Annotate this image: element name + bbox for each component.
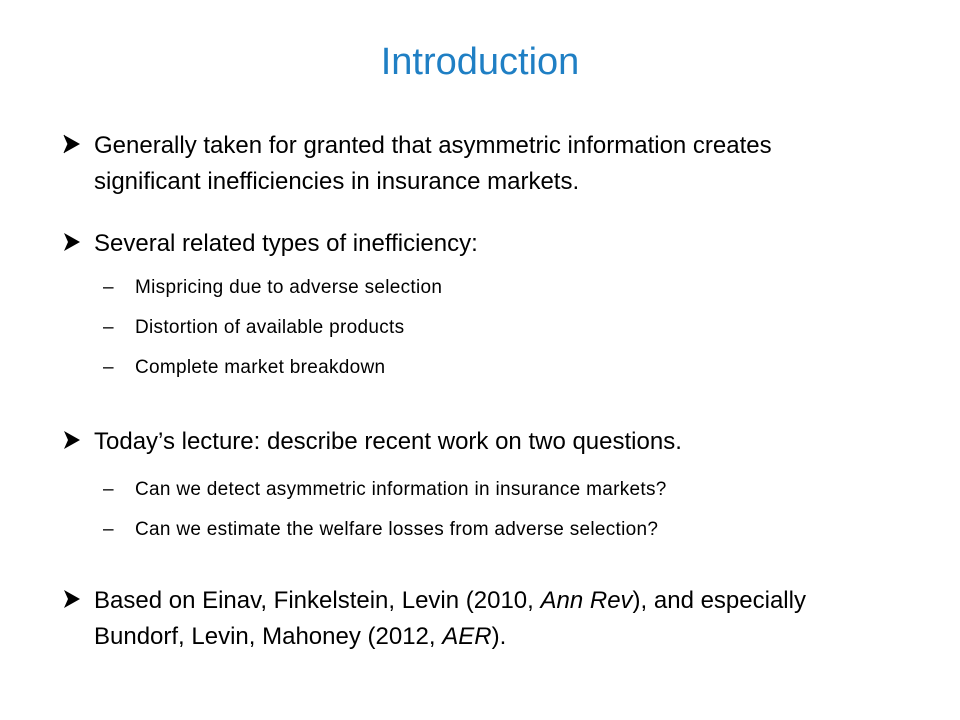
dash-marker: – — [103, 277, 114, 298]
sub-bullet-text: Mispricing due to adverse selection — [135, 277, 443, 298]
bullet-text: Several related types of inefficiency: — [94, 230, 478, 257]
bullet-item — [62, 424, 882, 460]
bullet-text: Today’s lecture: describe recent work on two questions. — [94, 428, 682, 455]
sub-bullet-item — [103, 276, 903, 300]
arrow-bullet-icon — [62, 589, 82, 609]
journal-name: AER — [442, 623, 492, 650]
sub-bullet-item — [103, 316, 903, 340]
sub-bullet-item — [103, 356, 903, 380]
slide-title: Introduction — [380, 41, 580, 83]
bullet-item — [62, 226, 882, 262]
arrow-bullet-icon — [62, 232, 82, 252]
arrow-bullet-icon — [62, 134, 82, 154]
sub-bullet-item — [103, 518, 903, 542]
sub-bullet-text: Can we detect asymmetric information in insurance markets? — [135, 479, 667, 500]
dash-marker: – — [103, 317, 114, 338]
dash-marker: – — [103, 479, 114, 500]
bullet-item — [62, 128, 882, 200]
text-segment: ). — [491, 623, 507, 650]
journal-name: Ann Rev — [540, 587, 633, 614]
sub-bullet-text: Distortion of available products — [135, 317, 405, 338]
sub-bullet-text: Complete market breakdown — [135, 357, 386, 378]
dash-marker: – — [103, 357, 114, 378]
dash-marker: – — [103, 519, 114, 540]
bullet-item — [62, 583, 882, 655]
bullet-text — [94, 583, 882, 655]
text-segment: Based on Einav, Finkelstein, Levin (2010, — [94, 587, 541, 614]
sub-bullet-item — [103, 478, 903, 502]
arrow-bullet-icon — [62, 430, 82, 450]
sub-bullet-text: Can we estimate the welfare losses from adverse selection? — [135, 519, 659, 540]
bullet-text: Generally taken for granted that asymmetric information creates significant inefficiencies in insurance markets. — [94, 132, 772, 195]
text-segment: ), and especially Bundorf, Levin, Mahoney (2012, — [94, 587, 806, 650]
